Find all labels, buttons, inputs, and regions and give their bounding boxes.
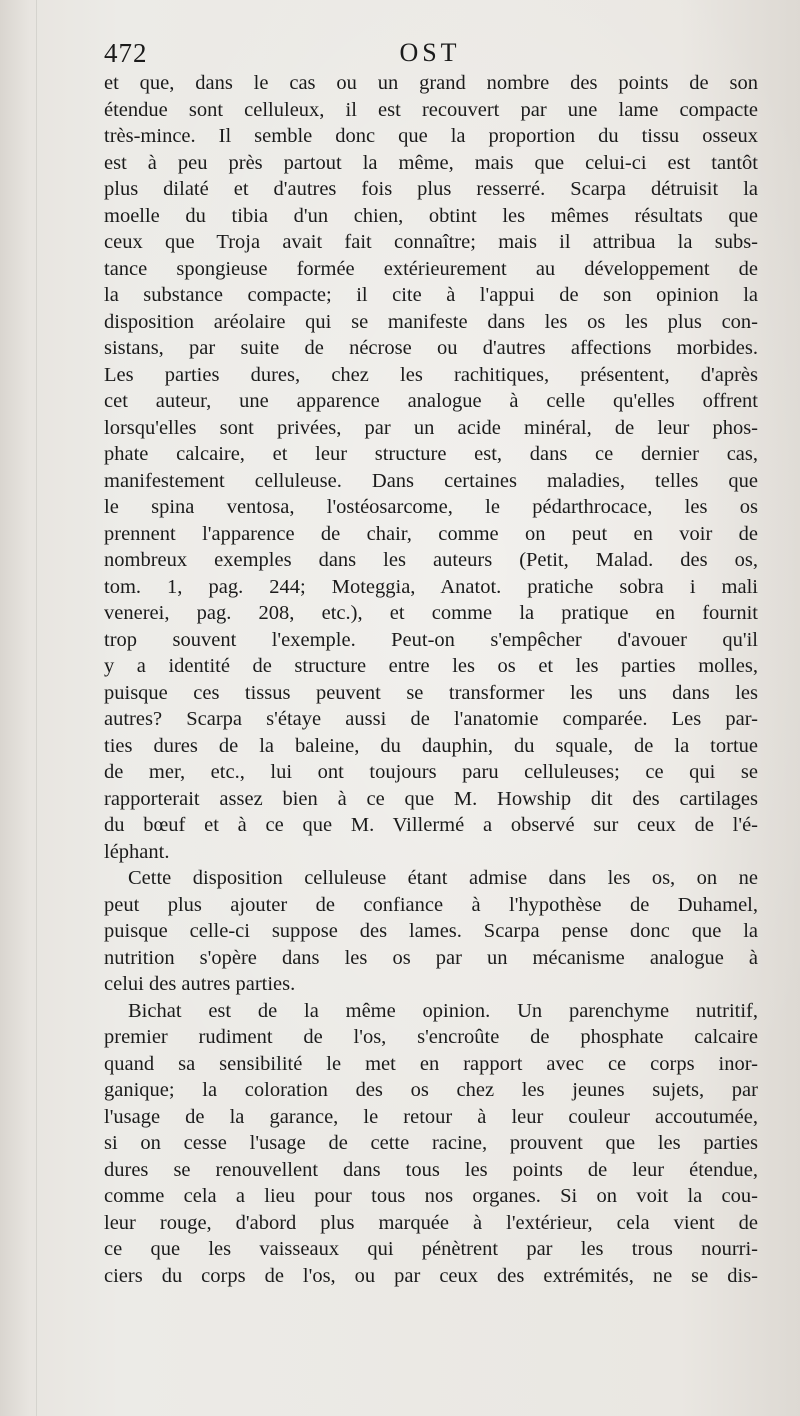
text-line: venerei, pag. 208, etc.), et comme la pratique en fournit <box>104 602 758 624</box>
text-line: tance spongieuse formée extérieurement au développement de <box>104 257 758 280</box>
page-header <box>100 38 760 74</box>
body-text <box>104 70 758 1289</box>
text-line: y a identité de structure entre les os et les parties molles, <box>104 655 758 677</box>
text-line: prennent l'apparence de chair, comme on peut en voir de <box>104 522 758 545</box>
text-line: disposition aréolaire qui se manifeste dans les os les plus con- <box>104 310 758 333</box>
text-line: puisque ces tissus peuvent se transformer les uns dans les <box>104 681 758 704</box>
paragraph-2 <box>104 865 758 998</box>
text-line: leur rouge, d'abord plus marquée à l'extérieur, cela vient de <box>104 1211 758 1234</box>
text-line: peut plus ajouter de confiance à l'hypothèse de Duhamel, <box>104 893 758 916</box>
text-line: cet auteur, une apparence analogue à celle qu'elles offrent <box>104 390 758 412</box>
text-line: étendue sont celluleux, il est recouvert par une lame compacte <box>104 98 758 121</box>
text-line: lorsqu'elles sont privées, par un acide minéral, de leur phos- <box>104 416 758 439</box>
text-line: la substance compacte; il cite à l'appui de son opinion la <box>104 284 758 306</box>
text-line: moelle du tibia d'un chien, obtint les mêmes résultats que <box>104 204 758 227</box>
page-number: 472 <box>104 38 148 68</box>
text-line: trop souvent l'exemple. Peut-on s'empêcher d'avouer qu'il <box>104 628 758 651</box>
running-head: OST <box>399 38 461 67</box>
paragraph-3 <box>104 998 758 1290</box>
text-line: très-mince. Il semble donc que la proportion du tissu osseux <box>104 125 758 147</box>
text-line: Cette disposition celluleuse étant admise dans les os, on ne <box>128 867 758 889</box>
text-line: ganique; la coloration des os chez les jeunes sujets, par <box>104 1079 758 1101</box>
text-line: plus dilaté et d'autres fois plus resserré. Scarpa détruisit la <box>104 178 758 200</box>
page-edge-shadow <box>36 0 37 1416</box>
text-line: si on cesse l'usage de cette racine, prouvent que les parties <box>104 1132 758 1154</box>
text-line: phate calcaire, et leur structure est, dans ce dernier cas, <box>104 443 758 465</box>
text-line: sistans, par suite de nécrose ou d'autres affections morbides. <box>104 337 758 359</box>
text-line: et que, dans le cas ou un grand nombre des points de son <box>104 72 758 94</box>
text-line: l'usage de la garance, le retour à leur couleur accoutumée, <box>104 1105 758 1128</box>
text-line: de mer, etc., lui ont toujours paru celluleuses; ce qui se <box>104 761 758 783</box>
text-line: tom. 1, pag. 244; Moteggia, Anatot. pratiche sobra i mali <box>104 575 758 598</box>
text-line: nombreux exemples dans les auteurs (Petit, Malad. des os, <box>104 549 758 571</box>
text-line: comme cela a lieu pour tous nos organes. Si on voit la cou- <box>104 1185 758 1207</box>
text-line: nutrition s'opère dans les os par un mécanisme analogue à <box>104 946 758 969</box>
text-line: Les parties dures, chez les rachitiques, présentent, d'après <box>104 363 758 386</box>
text-line: quand sa sensibilité le met en rapport avec ce corps inor- <box>104 1052 758 1075</box>
text-line: puisque celle-ci suppose des lames. Scarpa pense donc que la <box>104 920 758 942</box>
text-line: le spina ventosa, l'ostéosarcome, le pédarthrocace, les os <box>104 496 758 518</box>
text-line: Bichat est de la même opinion. Un parenchyme nutritif, <box>128 999 758 1022</box>
text-line: dures se renouvellent dans tous les points de leur étendue, <box>104 1158 758 1181</box>
text-line: rapporterait assez bien à ce que M. Howship dit des cartilages <box>104 787 758 810</box>
text-line: léphant. <box>104 840 170 863</box>
text-line: manifestement celluleuse. Dans certaines maladies, telles que <box>104 469 758 492</box>
text-line: est à peu près partout la même, mais que celui-ci est tantôt <box>104 151 758 174</box>
text-line: ties dures de la baleine, du dauphin, du squale, de la tortue <box>104 734 758 757</box>
text-line: autres? Scarpa s'étaye aussi de l'anatomie comparée. Les par- <box>104 708 758 730</box>
text-line: ce que les vaisseaux qui pénètrent par les trous nourri- <box>104 1238 758 1260</box>
text-line: ciers du corps de l'os, ou par ceux des extrémités, ne se dis- <box>104 1264 758 1287</box>
text-line: du bœuf et à ce que M. Villermé a observé sur ceux de l'é- <box>104 814 758 836</box>
text-line: ceux que Troja avait fait connaître; mais il attribua la subs- <box>104 231 758 253</box>
text-line: premier rudiment de l'os, s'encroûte de phosphate calcaire <box>104 1026 758 1048</box>
text-line: celui des autres parties. <box>104 973 296 995</box>
paragraph-1 <box>104 70 758 865</box>
